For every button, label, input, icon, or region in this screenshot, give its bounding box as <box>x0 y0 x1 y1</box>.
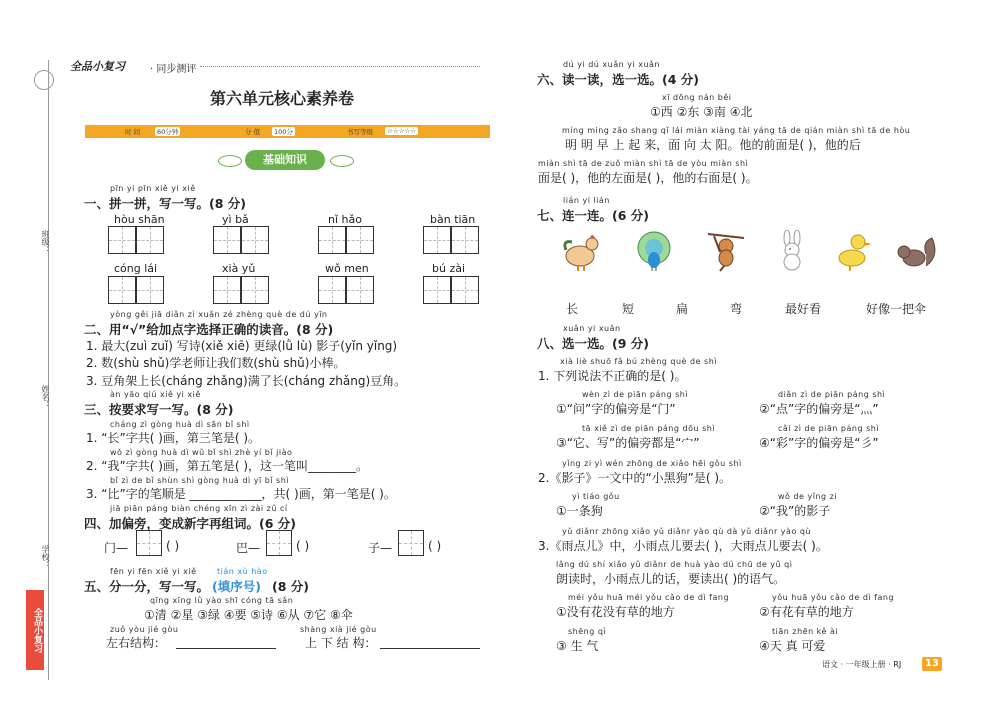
brand-logo: 全品小复习 <box>70 60 125 73</box>
q2-pinyin: yòng gěi jiā diǎn zì xuǎn zé zhèng què de dú yīn <box>110 310 328 319</box>
peacock-picture[interactable] <box>632 230 676 272</box>
q7-word-6[interactable]: 好像一把伞 <box>866 302 927 316</box>
q1-item-8: bú zài <box>432 262 466 275</box>
write-box[interactable] <box>241 276 269 304</box>
q8-q3-option-c[interactable]: ③ 生 气 <box>556 639 599 653</box>
q8-q1b-pinyin: diǎn zì de piān páng shì <box>778 390 886 399</box>
q1-item-5: cóng lái <box>114 262 158 275</box>
q8-q3-option-a[interactable]: ①没有花没有草的地方 <box>556 605 675 619</box>
q4-blank-3[interactable]: ( ) <box>428 539 442 553</box>
q2-line-2: 2. 数(shù shǔ)学老师让我们数(shù shǔ)小棒。 <box>86 356 346 370</box>
q3-line1-pinyin: cháng zì gòng huà dì sān bǐ shì <box>110 420 250 429</box>
write-box[interactable] <box>451 276 479 304</box>
q5-right-answer-line[interactable] <box>380 636 480 649</box>
write-box[interactable] <box>213 226 241 254</box>
write-box[interactable] <box>423 276 451 304</box>
q5-right-pinyin: shàng xià jié gòu <box>300 625 377 634</box>
q6-options-pinyin: xī dōng nán běi <box>662 93 732 102</box>
q7-word-3[interactable]: 扁 <box>676 302 689 316</box>
q5-left-pinyin: zuǒ yòu jié gòu <box>110 625 179 634</box>
q7-word-2[interactable]: 短 <box>622 302 635 316</box>
q5-left-label: 左右结构： <box>106 636 167 650</box>
q3-line-3: 3. “比”字的笔顺是 ____________，共( )画，第一笔是( )。 <box>86 487 396 501</box>
q5-score: (8 分) <box>272 579 309 594</box>
q8-q1-pinyin: xià liè shuō fǎ bú zhèng què de shì <box>560 357 718 366</box>
q1-title: 一、拼一拼，写一写。(8 分) <box>84 196 246 211</box>
q8-q3: 3.《雨点儿》中，小雨点儿要去( )，大雨点儿要去( )。 <box>538 539 828 553</box>
q7-word-4[interactable]: 弯 <box>730 302 743 316</box>
binding-line <box>48 60 49 680</box>
q4-blank-1[interactable]: ( ) <box>166 539 180 553</box>
q8-q1-option-d[interactable]: ④“彩”字的偏旁是“彡” <box>759 436 879 450</box>
time-label: 时 间 <box>125 128 141 136</box>
q1-item-3: nǐ hǎo <box>328 213 362 226</box>
q5-words-pinyin: qīng xīng lǜ yào shī cóng tā sǎn <box>150 596 294 605</box>
q8-q3-option-d[interactable]: ④天 真 可爱 <box>759 639 826 653</box>
score-label: 分 值 <box>245 128 261 136</box>
q8-q3b-pinyin: yǒu huā yǒu cǎo de dì fang <box>772 593 895 602</box>
q8-q2-option-b[interactable]: ②“我”的影子 <box>759 504 831 518</box>
class-label: 班级： <box>41 230 50 254</box>
q4-blank-2[interactable]: ( ) <box>296 539 310 553</box>
header-divider <box>200 66 480 67</box>
q4-item-3: 子— <box>368 541 393 555</box>
page-number: 13 <box>922 657 942 671</box>
q8-q2: 2.《影子》一文中的“小黑狗”是( )。 <box>538 471 732 485</box>
write-box[interactable] <box>136 530 162 556</box>
q8-q3-line-pinyin: lǎng dú shí xiǎo yǔ diǎnr de huà yào dú chū de yǔ qì <box>556 560 793 569</box>
name-label: 姓名： <box>41 385 50 409</box>
q7-word-5[interactable]: 最好看 <box>785 302 822 316</box>
q1-item-4: bàn tiān <box>430 213 476 226</box>
emblem-icon <box>34 70 54 90</box>
q8-q3-pinyin: yǔ diǎnr zhōng xiǎo yǔ diǎnr yào qù dà yǔ diǎnr yào qù <box>562 527 812 536</box>
footer-subject: 语文 · 一年级上册 · RJ <box>822 660 902 669</box>
q4-item-2: 巴— <box>236 541 261 555</box>
write-box[interactable] <box>213 276 241 304</box>
squirrel-picture[interactable] <box>896 230 940 272</box>
q5-pinyin: fēn yi fēn xiě yi xiě <box>110 567 197 576</box>
q5-hint: (填序号) <box>212 579 261 594</box>
write-box[interactable] <box>318 226 346 254</box>
q7-word-1[interactable]: 长 <box>566 302 579 316</box>
q6-line-1: 明 明 早 上 起 来，面 向 太 阳。他的前面是( )，他的后 <box>565 138 861 152</box>
q6-line-2: 面是( )，他的左面是( )，他的右面是( )。 <box>538 171 758 185</box>
q7-title: 七、连一连。(6 分) <box>537 208 649 223</box>
monkey-picture[interactable] <box>704 230 748 272</box>
brand-subtitle: · 同步测评 <box>150 64 197 75</box>
q8-q1a-pinyin: wèn zì de piān páng shì <box>582 390 689 399</box>
q4-pinyin: jiā piān páng biàn chéng xīn zì zài zǔ cí <box>110 504 288 513</box>
q6-line2-pinyin: miàn shì tā de zuǒ miàn shì tā de yòu miàn shì <box>538 159 749 168</box>
q6-title: 六、读一读，选一选。(4 分) <box>537 72 699 87</box>
q1-item-6: xià yǔ <box>222 262 256 275</box>
q8-q1-option-b[interactable]: ②“点”字的偏旁是“灬” <box>759 402 879 416</box>
q8-q3-line: 朗读时，小雨点儿的话，要读出( )的语气。 <box>556 572 786 586</box>
q5-title: 五、分一分，写一写。 <box>84 579 210 594</box>
write-box[interactable] <box>136 226 164 254</box>
q8-q1: 1. 下列说法不正确的是( )。 <box>538 369 687 383</box>
q6-options: ①西 ②东 ③南 ④北 <box>650 105 753 119</box>
q3-line3-pinyin: bǐ zì de bǐ shùn shì gòng huà dì yī bǐ shì <box>110 476 290 485</box>
brand-logo-vertical: 全品小复习 <box>26 590 44 670</box>
q1-item-1: hòu shān <box>114 213 165 226</box>
q8-q1-option-c[interactable]: ③“它、写”的偏旁都是“宀” <box>556 436 700 450</box>
q8-title: 八、选一选。(9 分) <box>537 336 649 351</box>
write-box[interactable] <box>451 226 479 254</box>
write-box[interactable] <box>423 226 451 254</box>
write-box[interactable] <box>398 530 424 556</box>
q7-pinyin: lián yi lián <box>563 196 610 205</box>
q8-q1-option-a[interactable]: ①“问”字的偏旁是“门” <box>556 402 676 416</box>
q5-left-answer-line[interactable] <box>176 636 276 649</box>
school-label: 学校： <box>41 545 50 569</box>
q1-item-2: yì bǎ <box>222 213 249 226</box>
q8-q3c-pinyin: shēng qì <box>568 627 607 636</box>
time-value: 60分钟 <box>157 128 179 136</box>
q1-pinyin: pīn yi pīn xiě yi xiě <box>110 184 196 193</box>
leaf-decoration-right <box>330 155 354 167</box>
write-box[interactable] <box>346 276 374 304</box>
q4-item-1: 门— <box>104 541 129 555</box>
q8-q2b-pinyin: wǒ de yǐng zi <box>778 492 838 501</box>
score-value: 100分 <box>274 128 293 136</box>
q8-q2-pinyin: yǐng zi yì wén zhōng de xiǎo hēi gǒu shì <box>562 459 742 468</box>
q3-pinyin: àn yāo qiú xiě yi xiě <box>110 390 201 399</box>
writing-label: 书写等级 <box>347 128 373 136</box>
q8-q1d-pinyin: cǎi zì de piān páng shì <box>778 424 880 433</box>
write-box[interactable] <box>346 226 374 254</box>
q6-pinyin: dú yi dú xuǎn yi xuǎn <box>563 60 660 69</box>
rooster-picture[interactable] <box>560 230 604 272</box>
q8-q3a-pinyin: méi yǒu huā méi yǒu cǎo de dì fang <box>568 593 730 602</box>
write-box[interactable] <box>241 226 269 254</box>
duck-picture[interactable] <box>832 230 876 272</box>
q8-q3d-pinyin: tiān zhēn kě ài <box>772 627 839 636</box>
writing-stars: ☆☆☆☆☆ <box>387 127 417 135</box>
write-box[interactable] <box>108 226 136 254</box>
q8-q2a-pinyin: yì tiáo gǒu <box>572 492 620 501</box>
write-box[interactable] <box>318 276 346 304</box>
page-title: 第六单元核心素养卷 <box>210 89 355 108</box>
q6-line1-pinyin: míng ming zǎo shang qǐ lái miàn xiàng tài yáng tā de qián miàn shì tā de hòu <box>562 126 911 135</box>
leaf-decoration-left <box>218 155 242 167</box>
info-bar <box>85 125 490 138</box>
q3-title: 三、按要求写一写。(8 分) <box>84 402 234 417</box>
q3-line-2: 2. “我”字共( )画，第五笔是( )，这一笔叫________。 <box>86 459 369 473</box>
write-box[interactable] <box>136 276 164 304</box>
write-box[interactable] <box>108 276 136 304</box>
q2-line-1: 1. 最大(zuì zuǐ) 写诗(xiě xiē) 更绿(lǜ lù) 影子(yǐn yǐng) <box>86 339 398 353</box>
q5-right-label: 上 下 结 构： <box>305 636 377 650</box>
q2-title: 二、用“√”给加点字选择正确的读音。(8 分) <box>84 322 334 337</box>
q5-words: ①清 ②星 ③绿 ④要 ⑤诗 ⑥从 ⑦它 ⑧伞 <box>144 608 353 622</box>
q8-q1c-pinyin: tā xiě zì de piān páng dōu shì <box>582 424 716 433</box>
q8-pinyin: xuǎn yi xuǎn <box>563 324 621 333</box>
q1-item-7: wǒ men <box>325 262 369 275</box>
q8-q3-option-b[interactable]: ②有花有草的地方 <box>759 605 854 619</box>
q5-hint-pinyin: tián xù hào <box>217 567 268 576</box>
q2-line-3: 3. 豆角架上长(cháng zhǎng)满了长(cháng zhǎng)豆角。 <box>86 374 407 388</box>
rabbit-picture[interactable] <box>770 230 814 272</box>
q8-q2-option-a[interactable]: ①一条狗 <box>556 504 603 518</box>
q4-title: 四、加偏旁，变成新字再组词。(6 分) <box>84 516 296 531</box>
section-badge: 基础知识 <box>245 150 325 170</box>
write-box[interactable] <box>266 530 292 556</box>
q3-line-1: 1. “长”字共( )画，第三笔是( )。 <box>86 431 261 445</box>
q3-line2-pinyin: wǒ zì gòng huà dì wǔ bǐ shì zhè yí bǐ jiào <box>110 448 293 457</box>
